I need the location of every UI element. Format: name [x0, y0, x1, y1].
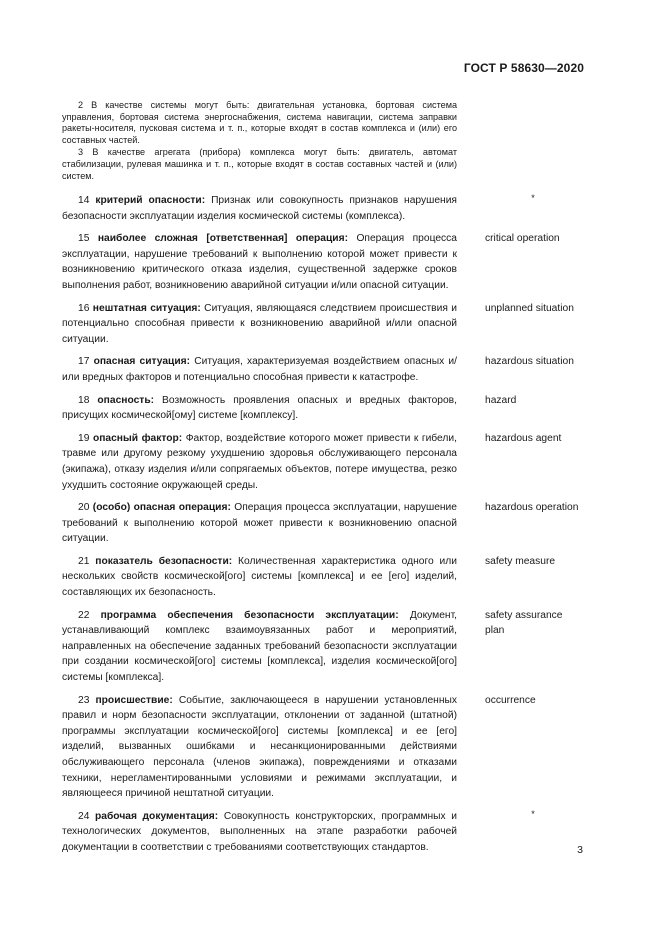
- term-number: 16: [78, 302, 90, 314]
- terms-list: [62, 193, 581, 863]
- term-definition-block: [62, 393, 457, 424]
- term-entry: [62, 301, 581, 348]
- term-definition: Возможность проявления опасных и вредных факторов, присущих космической[ому] системе [комплексу].: [62, 394, 457, 422]
- term-definition: Ситуация, являющаяся следствием происшествия и потенциально способная привести к возникновению аварийной и/или опасной ситуации.: [62, 302, 457, 345]
- term-number: 20: [78, 502, 90, 514]
- term-name: нештатная ситуация:: [92, 302, 201, 314]
- term-definition: Количественная характеристика одного или нескольких свойств космической[ого] системы [комплекса] и ее [его] изделий, составляющих их безопасность.: [62, 555, 457, 599]
- term-name: опасная ситуация:: [93, 356, 191, 368]
- term-definition: Операция процесса эксплуатации, нарушение требований к выполнению которой может привести к возникновению критического отказа изделия, существенной задержке сроков выполнения работ, возникновению аварийной ситуации и/или опасной ситуации.: [62, 233, 457, 291]
- term-definition-block: [62, 354, 457, 385]
- term-definition-block: [62, 693, 457, 802]
- term-entry: [62, 693, 581, 802]
- term-english-equivalent: critical operation: [485, 233, 560, 245]
- term-number: 21: [78, 555, 90, 567]
- term-english-equivalent: occurrence: [485, 694, 536, 706]
- term-number: 23: [78, 694, 90, 706]
- term-name: показатель безопасности:: [95, 555, 233, 567]
- term-name: опасность:: [97, 394, 155, 406]
- term-english-equivalent: safety measure: [485, 555, 556, 567]
- term-english-equivalent: *: [531, 808, 535, 819]
- term-english-equivalent: hazardous agent: [485, 432, 562, 444]
- term-definition-block: [62, 193, 457, 224]
- term-definition: Событие, заключающееся в нарушении установленных правил и норм безопасности эксплуатации, отклонении от заданной (штатной) программы эксплуатации космической[ого] системы [комплекса] и ее [его] изделий, вызванных ошибками и несанкционированными действиями обслуживающего персонала (членов экипажа), повреждениями и отказами техники, нерегламентированными условиями и режимами эксплуатации, и являющееся причиной нештатной ситуации.: [62, 694, 457, 800]
- term-definition: Фактор, воздействие которого может привести к гибели, травме или другому резкому ухудшению здоровья обслуживающего персонала (экипажа), отказу изделия и/или сопрягаемых объектов, потере имущества, резко ухудшить состояние окружающей среды.: [62, 432, 457, 491]
- term-name: наиболее сложная [ответственная] операция:: [97, 233, 348, 245]
- term-definition-block: [62, 431, 457, 493]
- term-english-equivalent: hazardous situation: [485, 356, 574, 368]
- term-name: программа обеспечения безопасности эксплуатации:: [100, 609, 399, 621]
- page-number: 3: [577, 844, 583, 856]
- note-2: 2 В качестве системы могут быть: двигательная установка, бортовая система управления, бортовая система энергоснабжения, система навигации, система заправки ракеты-носителя, пусковая система и т. п., которые входят в состав комплекса и (или) его составных частей.: [62, 100, 457, 145]
- term-name: происшествие:: [95, 694, 173, 706]
- term-definition-block: [62, 608, 457, 686]
- term-name: (особо) опасная операция:: [92, 502, 231, 514]
- term-number: 15: [78, 233, 90, 245]
- term-definition: Совокупность конструкторских, программных и технологических документов, выполненных на этапе разработки рабочей документации в соответствии с требованиями соответствующих стандартов.: [62, 810, 457, 853]
- term-name: опасный фактор:: [92, 432, 183, 444]
- term-definition-block: [62, 301, 457, 348]
- term-english-equivalent: *: [531, 193, 535, 203]
- term-entry: [62, 231, 581, 293]
- term-entry: [62, 431, 581, 493]
- term-definition: Операция процесса эксплуатации, нарушение требований к выполнению которой может привести к возникновению опасной ситуации.: [62, 502, 457, 545]
- term-number: 24: [78, 810, 90, 822]
- term-definition: Документ, устанавливающий комплекс взаимоувязанных работ и мероприятий, направленных на обеспечение заданных требований безопасности эксплуатации при создании космической[ого] системы [комплекса], изделия космической[ого] системы [комплекса].: [62, 609, 457, 684]
- term-number: 18: [78, 394, 90, 406]
- term-entry: [62, 193, 581, 224]
- term-definition-block: [62, 231, 457, 293]
- term-definition-block: [62, 500, 457, 547]
- term-name: рабочая документация:: [95, 810, 219, 822]
- standard-header: ГОСТ Р 58630—2020: [463, 61, 584, 75]
- term-entry: [62, 500, 581, 547]
- term-number: 14: [78, 195, 90, 206]
- term-number: 17: [78, 356, 90, 368]
- term-english-equivalent: safety assurance plan: [485, 609, 563, 637]
- term-number: 22: [78, 609, 90, 621]
- term-definition: Ситуация, характеризуемая воздействием опасных и/или вредных факторов и потенциально способная привести к катастрофе.: [62, 356, 457, 383]
- note-3: 3 В качестве агрегата (прибора) комплекса могут быть: двигатель, автомат стабилизации, рулевая машинка и т. п., которые входят в состав составных частей и (или) систем.: [62, 147, 457, 181]
- term-definition: Признак или совокупность признаков нарушения безопасности эксплуатации изделия космической системы (комплекса).: [62, 195, 457, 222]
- term-english-equivalent: unplanned situation: [485, 302, 574, 314]
- term-entry: [62, 354, 581, 385]
- term-english-equivalent: hazard: [485, 394, 517, 406]
- term-number: 19: [78, 432, 90, 444]
- term-name: критерий опасности:: [95, 195, 206, 206]
- term-entry: [62, 393, 581, 424]
- term-english-equivalent: hazardous operation: [485, 502, 579, 514]
- term-entry: [62, 554, 581, 601]
- notes-block: [62, 100, 457, 183]
- term-definition-block: [62, 554, 457, 601]
- term-entry: [62, 809, 581, 856]
- term-definition-block: [62, 809, 457, 856]
- term-entry: [62, 608, 581, 686]
